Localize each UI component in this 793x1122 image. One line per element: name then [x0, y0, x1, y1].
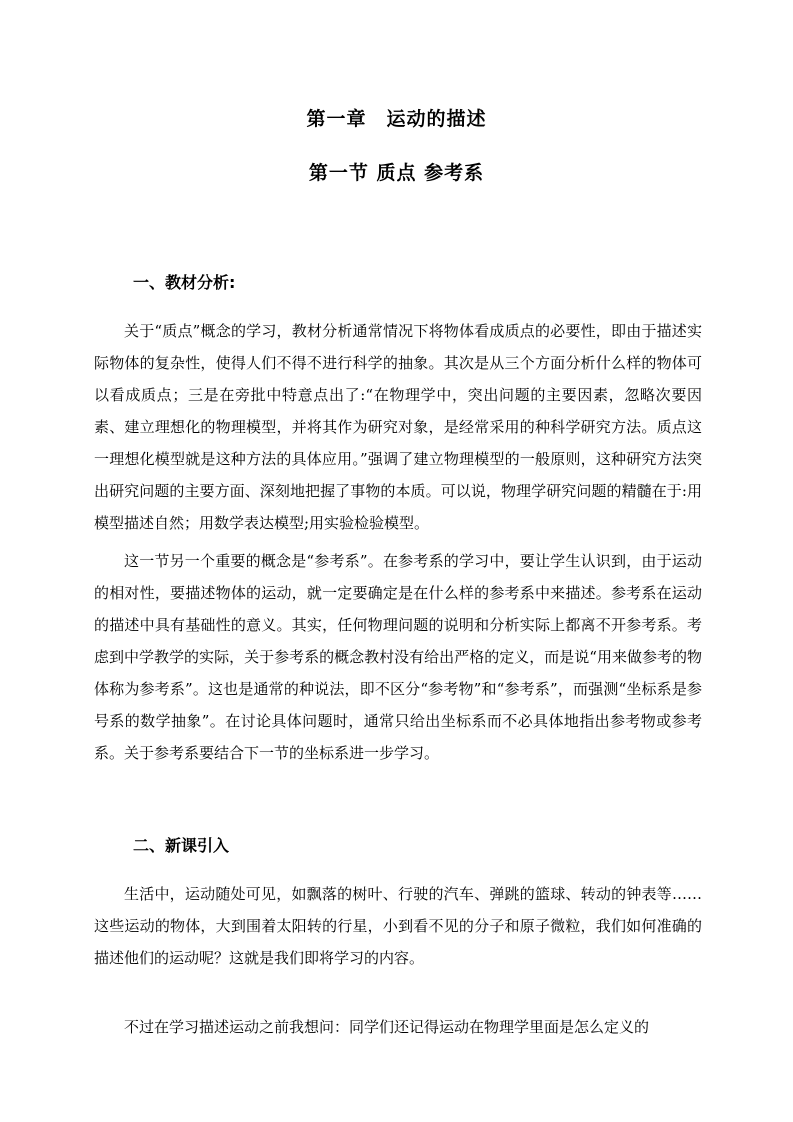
section-heading-textbook-analysis: 一、教材分析: [133, 273, 236, 292]
chapter-title: 第一章 运动的描述 [306, 108, 487, 130]
paragraph: 不过在学习描述运动之前我想问：同学们还记得运动在物理学里面是怎么定义的 [124, 1018, 650, 1036]
section-title: 第一节 质点 参考系 [308, 162, 485, 184]
paragraph: 关于“质点”概念的学习，教材分析通常情况下将物体看成质点的必要性，即由于描述实际物体的复杂性，使得人们不得不进行科学的抽象。其次是从三个方面分析什么样的物体可以看成质点；三是在旁批中特意点出了:“在物理学中，突出问题的主要因素，忽略次要因素、建立理想化的物理模型，并将其作为研究对象，是经常采用的种科学研究方法。质点这一理想化模型就是这种方法的具体应用。”强调了建立物理模型的一般原则，这种研究方法突出研究问题的主要方面、深刻地把握了事物的本质。可以说，物理学研究问题的精髓在于:用模型描述自然；用数学表达模型;用实验检验模型。 [94, 322, 702, 532]
paragraph: 这一节另一个重要的概念是“参考系”。在参考系的学习中，要让学生认识到，由于运动的相对性，要描述物体的运动，就一定要确定是在什么样的参考系中来描述。参考系在运动的描述中具有基础性的意义。其实，任何物理问题的说明和分析实际上都离不开参考系。考虑到中学教学的实际，关于参考系的概念教村没有给出严格的定义，而是说“用来做参考的物体称为参考系”。这也是通常的种说法，即不区分“参考物”和“参考系”，而强测“坐标系是参号系的数学抽象”。在讨论具体问题时，通常只给出坐标系而不必具体地指出参考物或参考系。关于参考系要结合下一节的坐标系进一步学习。 [94, 552, 702, 762]
paragraph: 生活中，运动随处可见，如飘落的树叶、行驶的汽车、弹跳的篮球、转动的钟表等……这些运动的物体，大到围着太阳转的行星，小到看不见的分子和原子微粒，我们如何准确的描述他们的运动呢？这就是我们即将学习的内容。 [94, 885, 702, 967]
section-heading-lesson-intro: 二、新课引入 [133, 836, 230, 855]
